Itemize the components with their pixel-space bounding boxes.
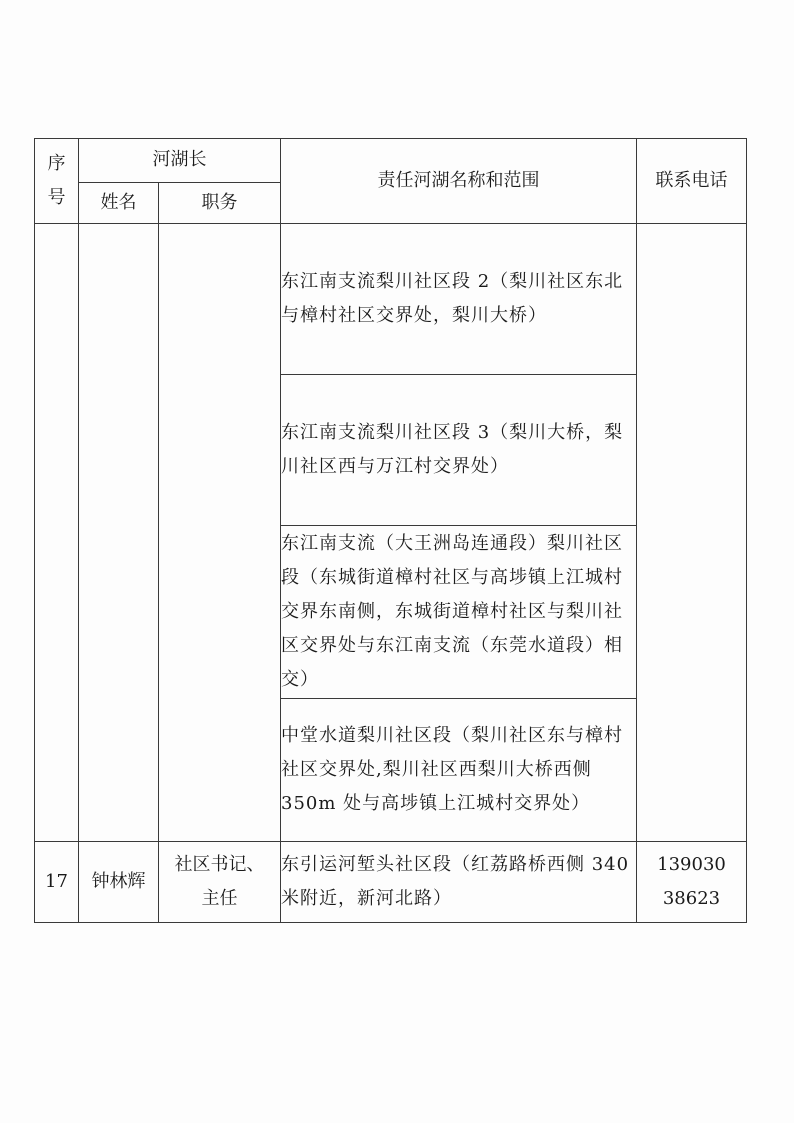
header-range: 责任河湖名称和范围: [281, 139, 637, 224]
header-post: 职务: [159, 182, 281, 224]
range-text: 东江南支流梨川社区段 3（梨川大桥，梨川社区西与万江村交界处）: [281, 422, 624, 477]
seq-cell-empty: [35, 224, 79, 842]
river-chief-table: [34, 138, 747, 923]
header-phone: 联系电话: [637, 139, 747, 224]
header-river-chief: 河湖长: [79, 139, 281, 183]
post-cell-empty: [159, 224, 281, 842]
header-seq: [35, 139, 79, 224]
range-text: 东江南支流梨川社区段 2（梨川社区东北与樟村社区交界处，梨川大桥）: [281, 271, 624, 326]
post-text: 社区书记、主任: [174, 854, 265, 909]
header-name: 姓名: [79, 182, 159, 224]
phone-cell: [637, 842, 747, 923]
range-text: 中堂水道梨川社区段（梨川社区东与樟村社区交界处,梨川社区西梨川大桥西侧 350m 处与高埗镇上江城村交界处）: [281, 725, 623, 814]
range-cell: [281, 699, 637, 842]
post-cell: [159, 842, 281, 923]
table-row: [35, 224, 747, 375]
range-cell: [281, 375, 637, 526]
range-cell: [281, 526, 637, 699]
seq-cell: 17: [35, 842, 79, 923]
phone-line-1: 139030: [657, 854, 726, 875]
name-cell: 钟林辉: [79, 842, 159, 923]
table-row: [35, 842, 747, 923]
name-cell-empty: [79, 224, 159, 842]
range-text: 东引运河堑头社区段（红荔路桥西侧 340 米附近，新河北路）: [281, 854, 630, 909]
range-cell: [281, 224, 637, 375]
header-seq-label: 序号: [47, 153, 66, 208]
phone-line-2: 38623: [662, 888, 721, 909]
range-cell: [281, 842, 637, 923]
range-text: 东江南支流（大王洲岛连通段）梨川社区段（东城街道樟村社区与高埗镇上江城村交界东南侧，东城街道樟村社区与梨川社区交界处与东江南支流（东莞水道段）相交）: [281, 533, 623, 690]
phone-cell-empty: [637, 224, 747, 842]
